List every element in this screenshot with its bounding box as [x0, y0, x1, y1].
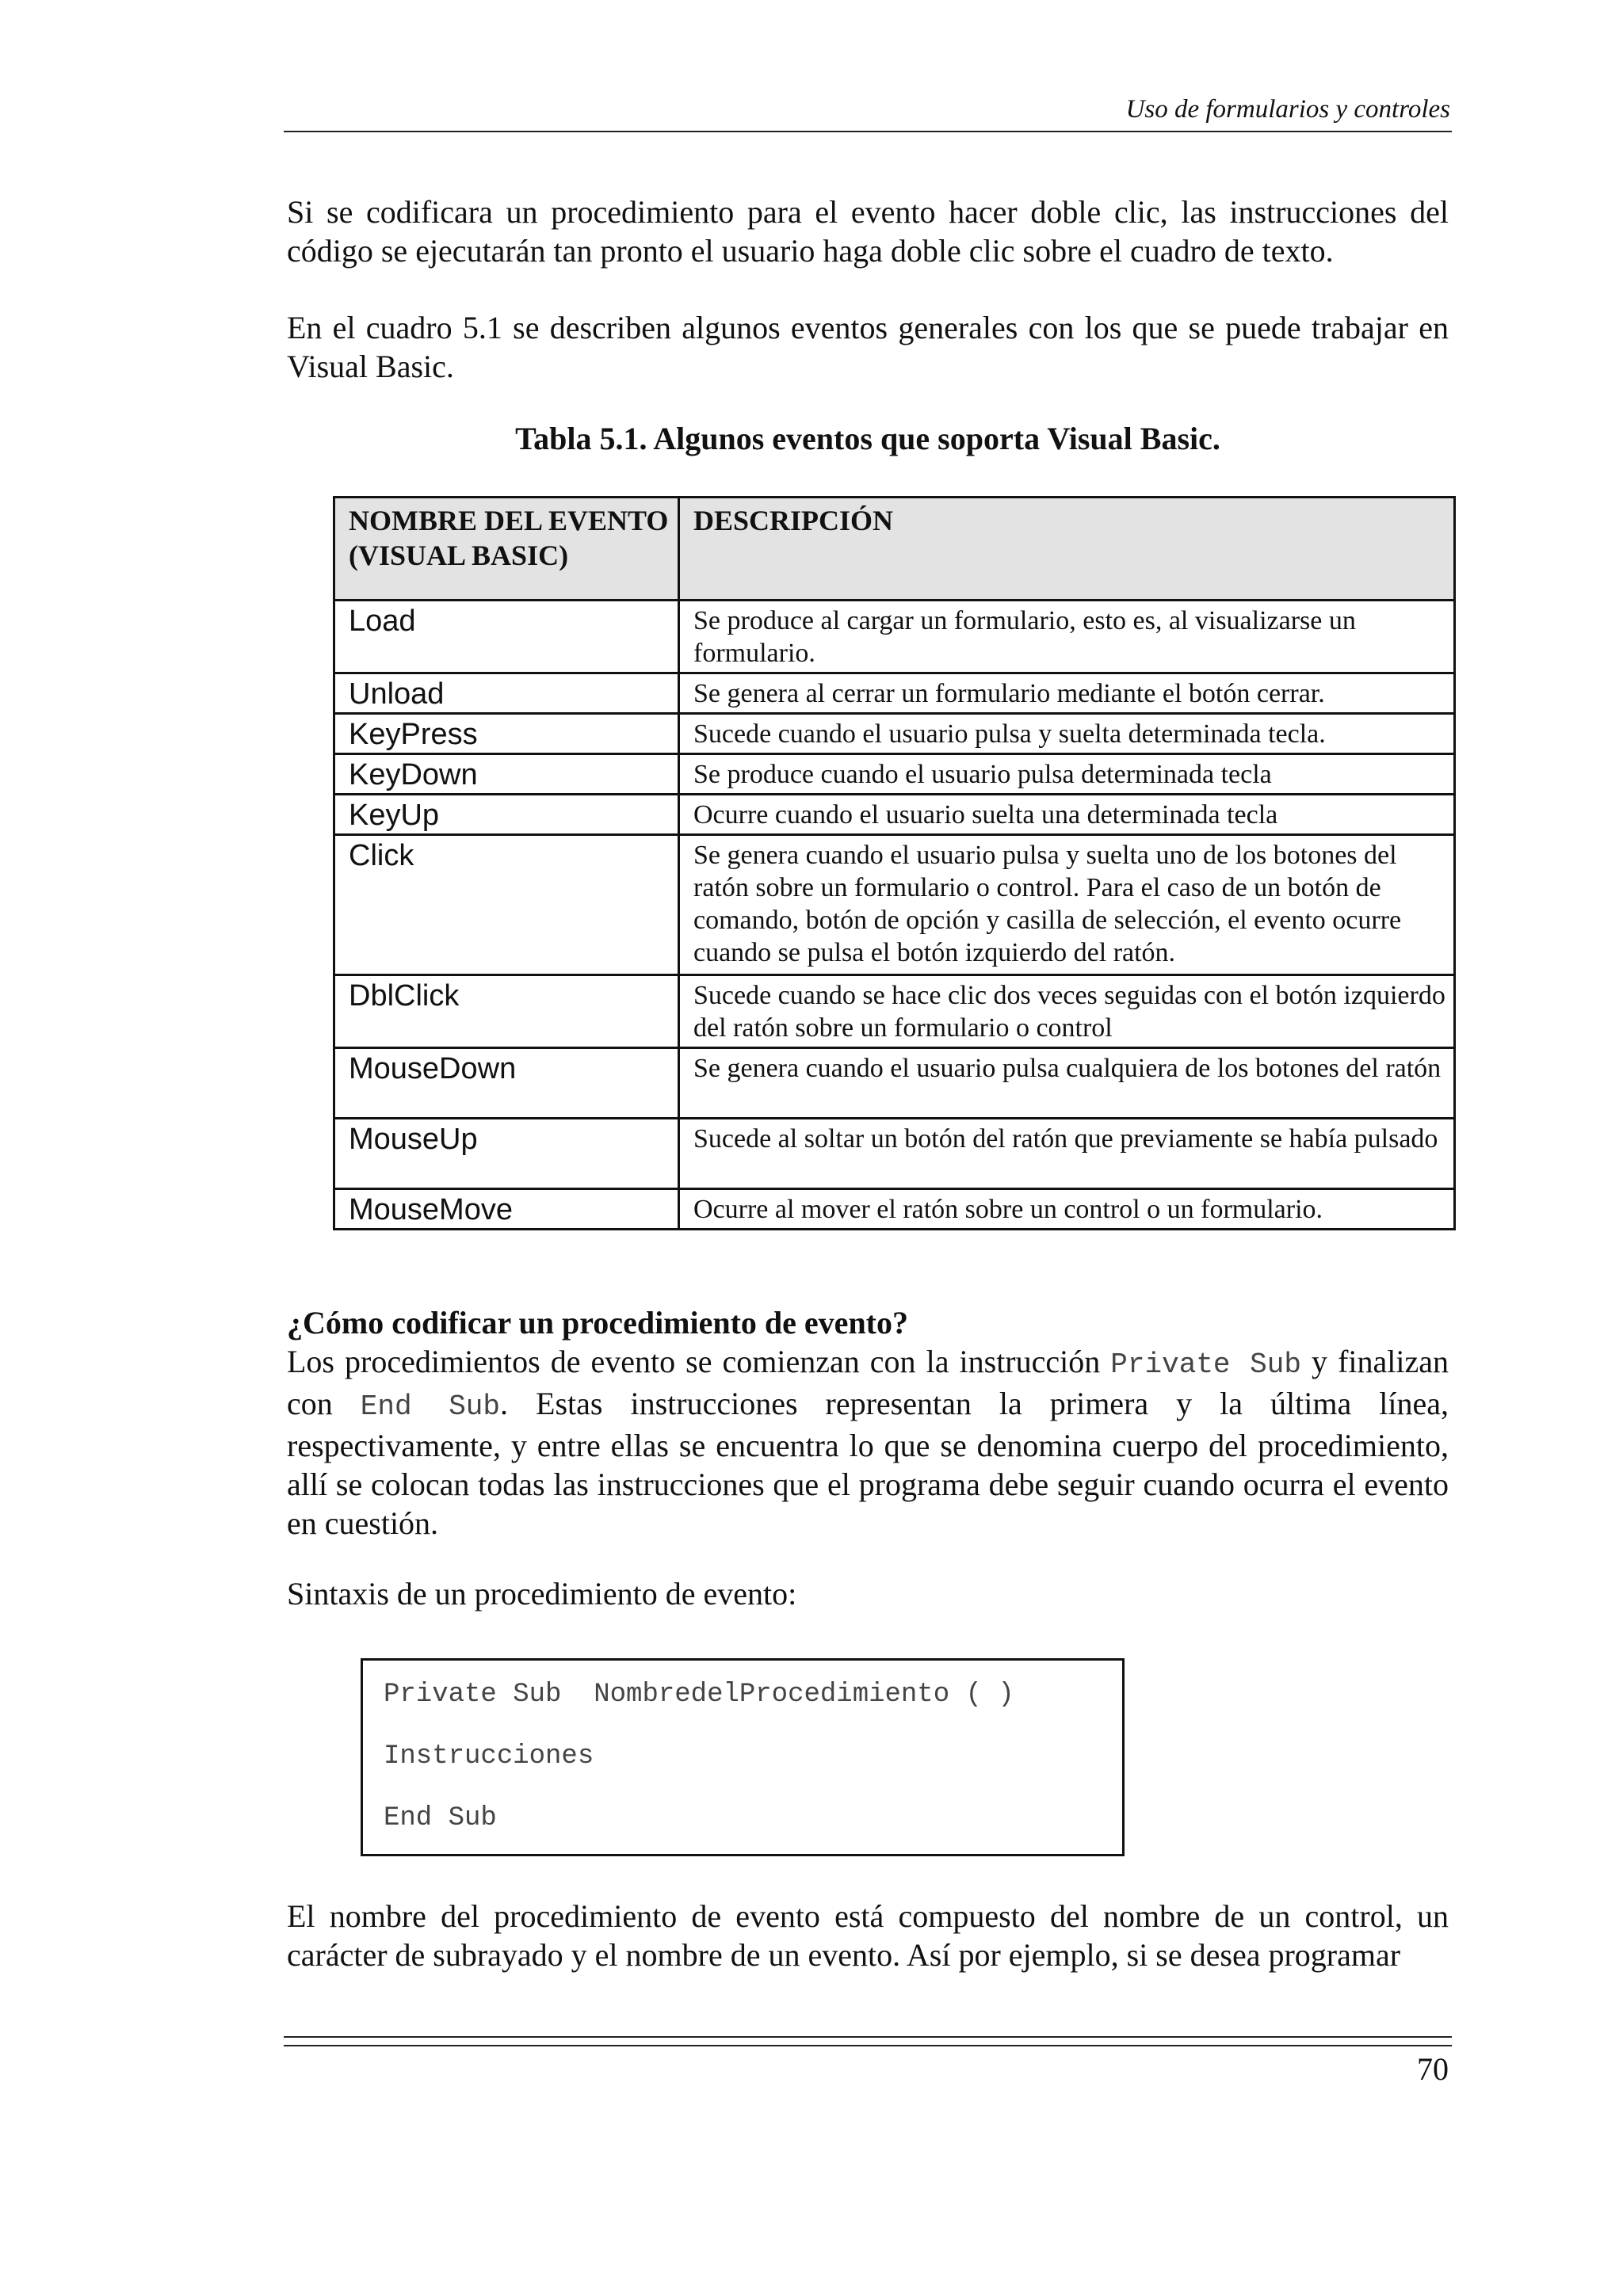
table-row: [334, 714, 1455, 754]
event-description: Se genera al cerrar un formulario mediante el botón cerrar.: [679, 673, 1455, 714]
paragraph-text-part: Los procedimientos de evento se comienzan con la instrucción: [287, 1344, 1111, 1379]
events-table: [333, 496, 1456, 1230]
event-name: Click: [334, 835, 679, 975]
event-description: Ocurre cuando el usuario suelta una determinada tecla: [679, 795, 1455, 835]
code-line: End Sub: [384, 1803, 497, 1833]
table-caption: Tabla 5.1. Algunos eventos que soporta Visual Basic.: [515, 421, 1220, 456]
event-name: Load: [334, 601, 679, 673]
header-rule: [284, 131, 1452, 132]
event-description: Se produce al cargar un formulario, esto es, al visualizarse un formulario.: [679, 601, 1455, 673]
page-number: 70: [1417, 2051, 1449, 2087]
table-row: [334, 673, 1455, 714]
header-description: DESCRIPCIÓN: [679, 498, 1455, 601]
table-row: [334, 1119, 1455, 1189]
event-name: MouseDown: [334, 1048, 679, 1119]
header-event-name: NOMBRE DEL EVENTO (VISUAL BASIC): [334, 498, 679, 601]
event-name: Unload: [334, 673, 679, 714]
paragraph-text-part: y finalizan con: [287, 1344, 1449, 1421]
code-line: Private Sub NombredelProcedimiento ( ): [384, 1680, 1014, 1710]
table-row: [334, 754, 1455, 795]
event-description: Ocurre al mover el ratón sobre un control o un formulario.: [679, 1189, 1455, 1230]
event-name: MouseUp: [334, 1119, 679, 1189]
table-row: [334, 1189, 1455, 1230]
paragraph-double-click: Si se codificara un procedimiento para el evento hacer doble clic, las instrucciones del código se ejecutarán tan pronto el usuario haga doble clic sobre el cuadro de texto.: [287, 194, 1449, 269]
footer-rule: [284, 2036, 1452, 2038]
event-name: MouseMove: [334, 1189, 679, 1230]
section-heading: ¿Cómo codificar un procedimiento de evento?: [287, 1305, 909, 1341]
event-description: Se genera cuando el usuario pulsa cualquiera de los botones del ratón: [679, 1048, 1455, 1119]
event-description: Se produce cuando el usuario pulsa determinada tecla: [679, 754, 1455, 795]
event-description: Sucede cuando se hace clic dos veces seguidas con el botón izquierdo del ratón sobre un formulario o control: [679, 975, 1455, 1048]
event-name: KeyPress: [334, 714, 679, 754]
inline-code-private-sub: Private Sub: [1110, 1348, 1301, 1381]
paragraph-procedures: [287, 1342, 1449, 1543]
inline-code-end-sub: End Sub: [360, 1390, 501, 1423]
event-name: DblClick: [334, 975, 679, 1048]
event-name: KeyDown: [334, 754, 679, 795]
code-block: [361, 1658, 1125, 1856]
table-header-row: [334, 498, 1455, 601]
paragraph-procedure-name: El nombre del procedimiento de evento está compuesto del nombre de un control, un carácter de subrayado y el nombre de un evento. Así por ejemplo, si se desea programar: [287, 1898, 1449, 1973]
code-line: Instrucciones: [384, 1741, 594, 1772]
running-header: Uso de formularios y controles: [1125, 95, 1450, 124]
table-row: [334, 1048, 1455, 1119]
event-description: Sucede cuando el usuario pulsa y suelta determinada tecla.: [679, 714, 1455, 754]
paragraph-events-intro: En el cuadro 5.1 se describen algunos eventos generales con los que se puede trabajar en Visual Basic.: [287, 310, 1449, 384]
footer-rule: [284, 2045, 1452, 2046]
paragraph-text-part: . Estas instrucciones representan la primera y la última línea, respectivamente, y entre ellas se encuentra lo que se denomina cuerpo del procedimiento, allí se colocan todas las instrucciones que el programa debe seguir cuando ocurra el evento en cuestión.: [287, 1386, 1449, 1541]
event-description: Se genera cuando el usuario pulsa y suelta uno de los botones del ratón sobre un formulario o control. Para el caso de un botón de comando, botón de opción y casilla de selección, el evento ocurre cuando se pulsa el botón izquierdo del ratón.: [679, 835, 1455, 975]
table-row: [334, 975, 1455, 1048]
event-name: KeyUp: [334, 795, 679, 835]
syntax-label: Sintaxis de un procedimiento de evento:: [287, 1576, 797, 1611]
table-row: [334, 835, 1455, 975]
event-description: Sucede al soltar un botón del ratón que previamente se había pulsado: [679, 1119, 1455, 1189]
table-row: [334, 795, 1455, 835]
table-row: [334, 601, 1455, 673]
